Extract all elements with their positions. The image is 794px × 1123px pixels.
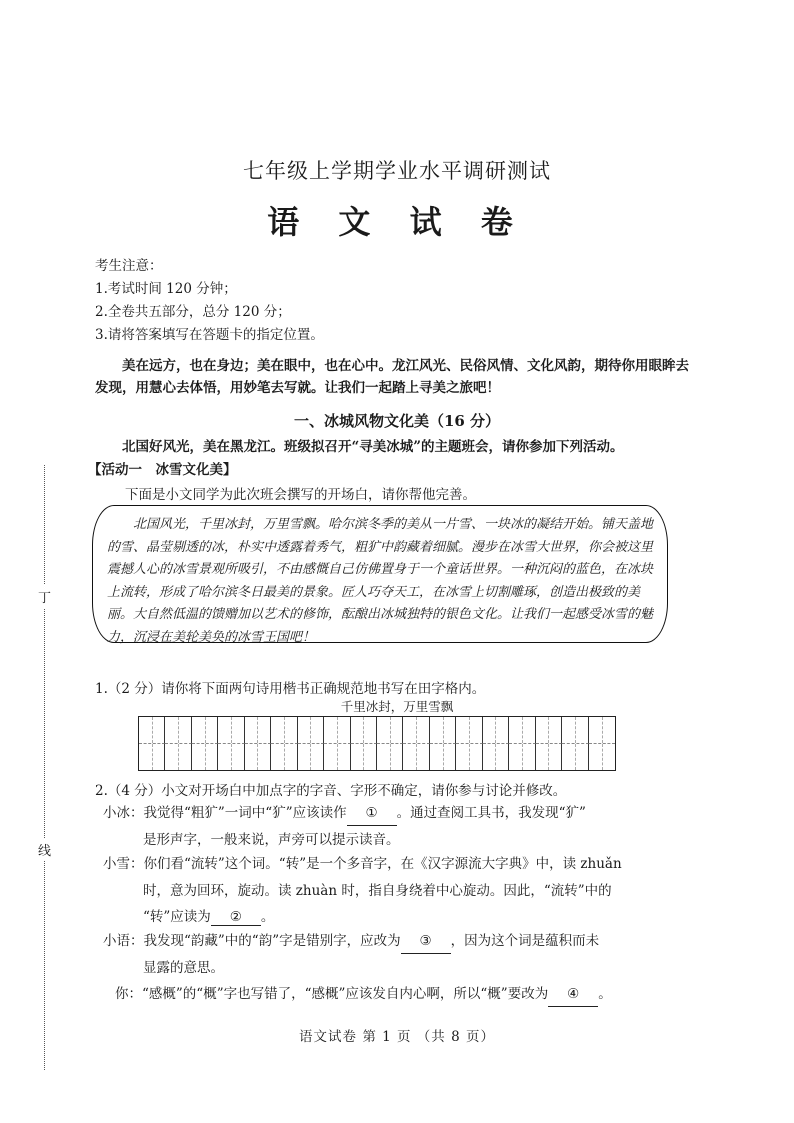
exam-notes (95, 255, 324, 347)
grid-cell[interactable] (403, 717, 429, 744)
section-title: 一、冰城风物文化美（16 分） (293, 412, 501, 430)
grid-cell[interactable] (271, 744, 297, 771)
dialogue-xiaoxue: 小雪：你们看“流转”这个词。“转”是一个多音字，在《汉字源流大字典》中，读 zhuǎn (103, 856, 622, 872)
notes-item: 3.请将答案填写在答题卡的指定位置。 (95, 327, 324, 343)
activity-prompt: 下面是小文同学为此次班会撰写的开场白，请你帮他完善。 (125, 487, 476, 503)
grid-cell[interactable] (298, 717, 324, 744)
dialogue-text: 你：“感概”的“概”字也写错了，“感概”应该发自内心啊，所以“概”要改为 (115, 986, 549, 1002)
dialogue-text: 。 (260, 909, 275, 925)
activity-heading: 【活动一 冰雪文化美】 (88, 462, 237, 478)
grid-cell[interactable] (377, 744, 403, 771)
grid-cell[interactable] (139, 744, 165, 771)
tianzige-grid[interactable] (138, 716, 616, 771)
grid-cell[interactable] (430, 717, 456, 744)
notes-heading: 考生注意： (95, 258, 163, 274)
grid-cell[interactable] (562, 717, 588, 744)
grid-cell[interactable] (589, 744, 615, 771)
dialogue-text: ，因为这个词是蕴积而未 (450, 933, 600, 949)
dialogue-xiaoxue-cont2 (143, 905, 274, 926)
grid-cell[interactable] (324, 717, 350, 744)
grid-cell[interactable] (562, 744, 588, 771)
grid-cell[interactable] (483, 717, 509, 744)
grid-cell[interactable] (245, 744, 271, 771)
grid-cell[interactable] (351, 744, 377, 771)
binding-mark-ding: 丁 (38, 585, 51, 608)
poem-caption: 千里冰封，万里雪飘 (340, 699, 454, 714)
dialogue-text: 小冰：我觉得“粗犷”一词中“犷”应该读作 (103, 805, 347, 821)
dialogue-xiaoxue-cont: 时，意为回环，旋动。读 zhuàn 时，指自身绕着中心旋动。因此，“流转”中的 (143, 883, 612, 899)
grid-cell[interactable] (403, 744, 429, 771)
notes-item: 1.考试时间 120 分钟； (95, 281, 237, 297)
grid-cell[interactable] (351, 717, 377, 744)
grid-cell[interactable] (589, 717, 615, 744)
binding-dotted-line (44, 465, 45, 1070)
dialogue-text: 。通过查阅工具书，我发现“犷” (396, 805, 586, 821)
dialogue-xiaoyu-cont: 显露的意思。 (143, 960, 224, 976)
grid-cell[interactable] (165, 717, 191, 744)
dialogue-text: 。 (598, 986, 612, 1002)
answer-blank-1[interactable]: ① (347, 802, 397, 826)
dialogue-xiaobing-cont: 是形声字，一般来说，声旁可以提示读音。 (143, 832, 400, 848)
question-1: 1.（2 分）请你将下面两句诗用楷书正确规范地书写在田字格内。 (95, 681, 486, 697)
page-footer: 语文试卷 第 1 页 （共 8 页） (299, 1029, 495, 1045)
exam-subtitle: 七年级上学期学业水平调研测试 (243, 159, 551, 183)
notes-item: 2.全卷共五部分，总分 120 分； (95, 304, 291, 320)
grid-cell[interactable] (218, 717, 244, 744)
speech-box: 北国风光，千里冰封，万里雪飘。哈尔滨冬季的美从一片雪、一块冰的凝结开始。铺天盖地的雪、晶莹剔透的冰，朴实中透露着秀气，粗犷中韵藏着细腻。漫步在冰雪大世界，你会被这里震撼人心的冰雪景观所吸引，不由感慨自己仿佛置身于一个童话世界。一种沉闷的蓝色，在冰块上流转，形成了哈尔滨冬日最美的景象。匠人巧夺天工，在冰雪上切割雕琢，创造出极致的美丽。大自然低温的馈赠加以艺术的修饰，酝酿出冰城独特的银色文化。让我们一起感受冰雪的魅力，沉浸在美轮美奂的冰雪王国吧！ (92, 505, 668, 643)
grid-cell[interactable] (509, 744, 535, 771)
grid-cell[interactable] (377, 717, 403, 744)
grid-cell[interactable] (536, 744, 562, 771)
grid-cell[interactable] (324, 744, 350, 771)
grid-cell[interactable] (271, 717, 297, 744)
grid-cell[interactable] (298, 744, 324, 771)
answer-blank-2[interactable]: ② (211, 909, 261, 926)
section-intro: 北国好风光，美在黑龙江。班级拟召开“寻美冰城”的主题班会，请你参加下列活动。 (122, 439, 624, 455)
grid-cell[interactable] (245, 717, 271, 744)
grid-cell[interactable] (483, 744, 509, 771)
answer-blank-3[interactable]: ③ (401, 930, 451, 954)
dialogue-text: 小语：我发现“韵藏”中的“韵”字是错别字，应改为 (103, 933, 401, 949)
exam-title: 语 文 试 卷 (267, 203, 527, 241)
grid-cell[interactable] (192, 744, 218, 771)
grid-cell[interactable] (218, 744, 244, 771)
answer-blank-4[interactable]: ④ (548, 983, 598, 1007)
dialogue-text: “转”应读为 (143, 909, 211, 925)
grid-cell[interactable] (165, 744, 191, 771)
grid-cell[interactable] (509, 717, 535, 744)
grid-cell[interactable] (456, 744, 482, 771)
grid-cell[interactable] (192, 717, 218, 744)
dialogue-xiaobing (103, 802, 586, 826)
intro-paragraph: 美在远方，也在身边；美在眼中，也在心中。龙江风光、民俗风情、文化风韵，期待你用眼眸去发现，用慧心去体悟，用妙笔去写就。让我们一起踏上寻美之旅吧！ (95, 358, 689, 396)
grid-cell[interactable] (139, 717, 165, 744)
dialogue-xiaoyu (103, 930, 599, 954)
question-2: 2.（4 分）小文对开场白中加点字的字音、字形不确定，请你参与讨论并修改。 (95, 783, 567, 799)
grid-cell[interactable] (430, 744, 456, 771)
binding-mark-xian: 线 (38, 838, 51, 861)
grid-cell[interactable] (536, 717, 562, 744)
dialogue-ni (115, 983, 612, 1007)
grid-cell[interactable] (456, 717, 482, 744)
